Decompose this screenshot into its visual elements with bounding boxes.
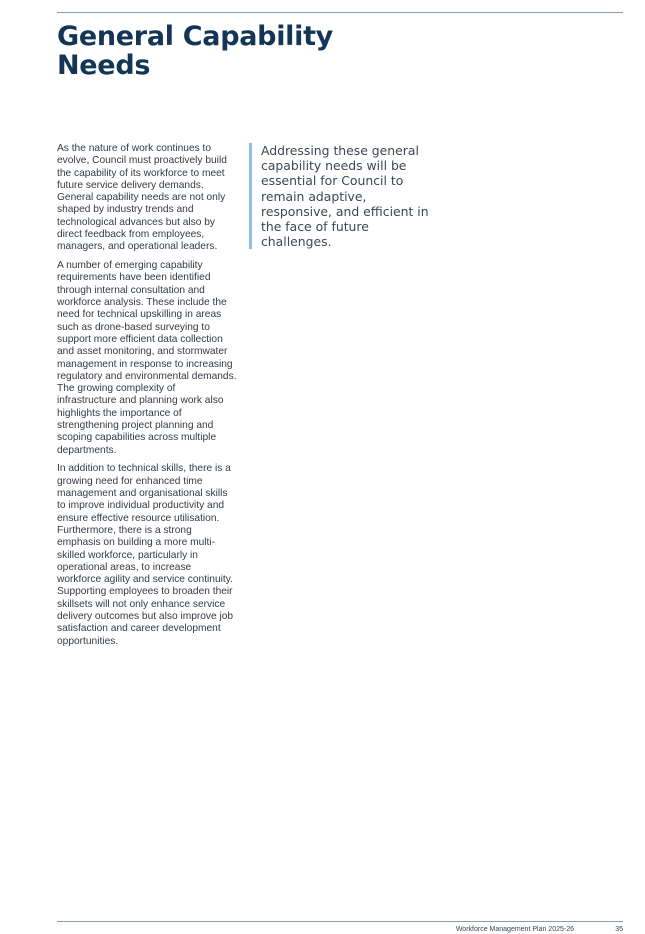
body-paragraph-2: A number of emerging capability requirements have been identified through internal consultation and workforce analysis. These include the need for technical upskilling in areas such as drone-based surveying to support more efficient data collection and asset monitoring, and stormwater management in response to increasing regulatory and environmental demands. The growing complexity of infrastructure and planning work also highlights the importance of strengthening project planning and scoping capabilities across multiple departments. [57,260,237,456]
body-paragraph-1: As the nature of work continues to evolve, Council must proactively build the capability of its workforce to meet future service delivery demands. General capability needs are not only shaped by industry trends and technological advances but also by direct feedback from employees, managers, and operational leaders. [57,143,227,253]
footer-document-title: Workforce Management Plan 2025-26 [455,926,574,933]
pull-quote: Addressing these general capability needs will be essential for Council to remain adaptive, responsive, and efficient in the face of future challenges. [249,143,429,249]
page-title: General Capability Needs [57,21,333,81]
bottom-divider [57,921,623,922]
top-divider [57,12,623,13]
body-paragraph-3: In addition to technical skills, there is a growing need for enhanced time management and organisational skills to improve individual productivity and ensure effective resource utilisation. Furthermore, there is a strong emphasis on building a more multi-skilled workforce, particularly in operational areas, to increase workforce agility and service continuity. Supporting employees to broaden their skillsets will not only enhance service delivery outcomes but also improve job satisfaction and career development opportunities. [57,463,234,647]
body-column [57,143,237,654]
page-number: 35 [615,926,623,933]
